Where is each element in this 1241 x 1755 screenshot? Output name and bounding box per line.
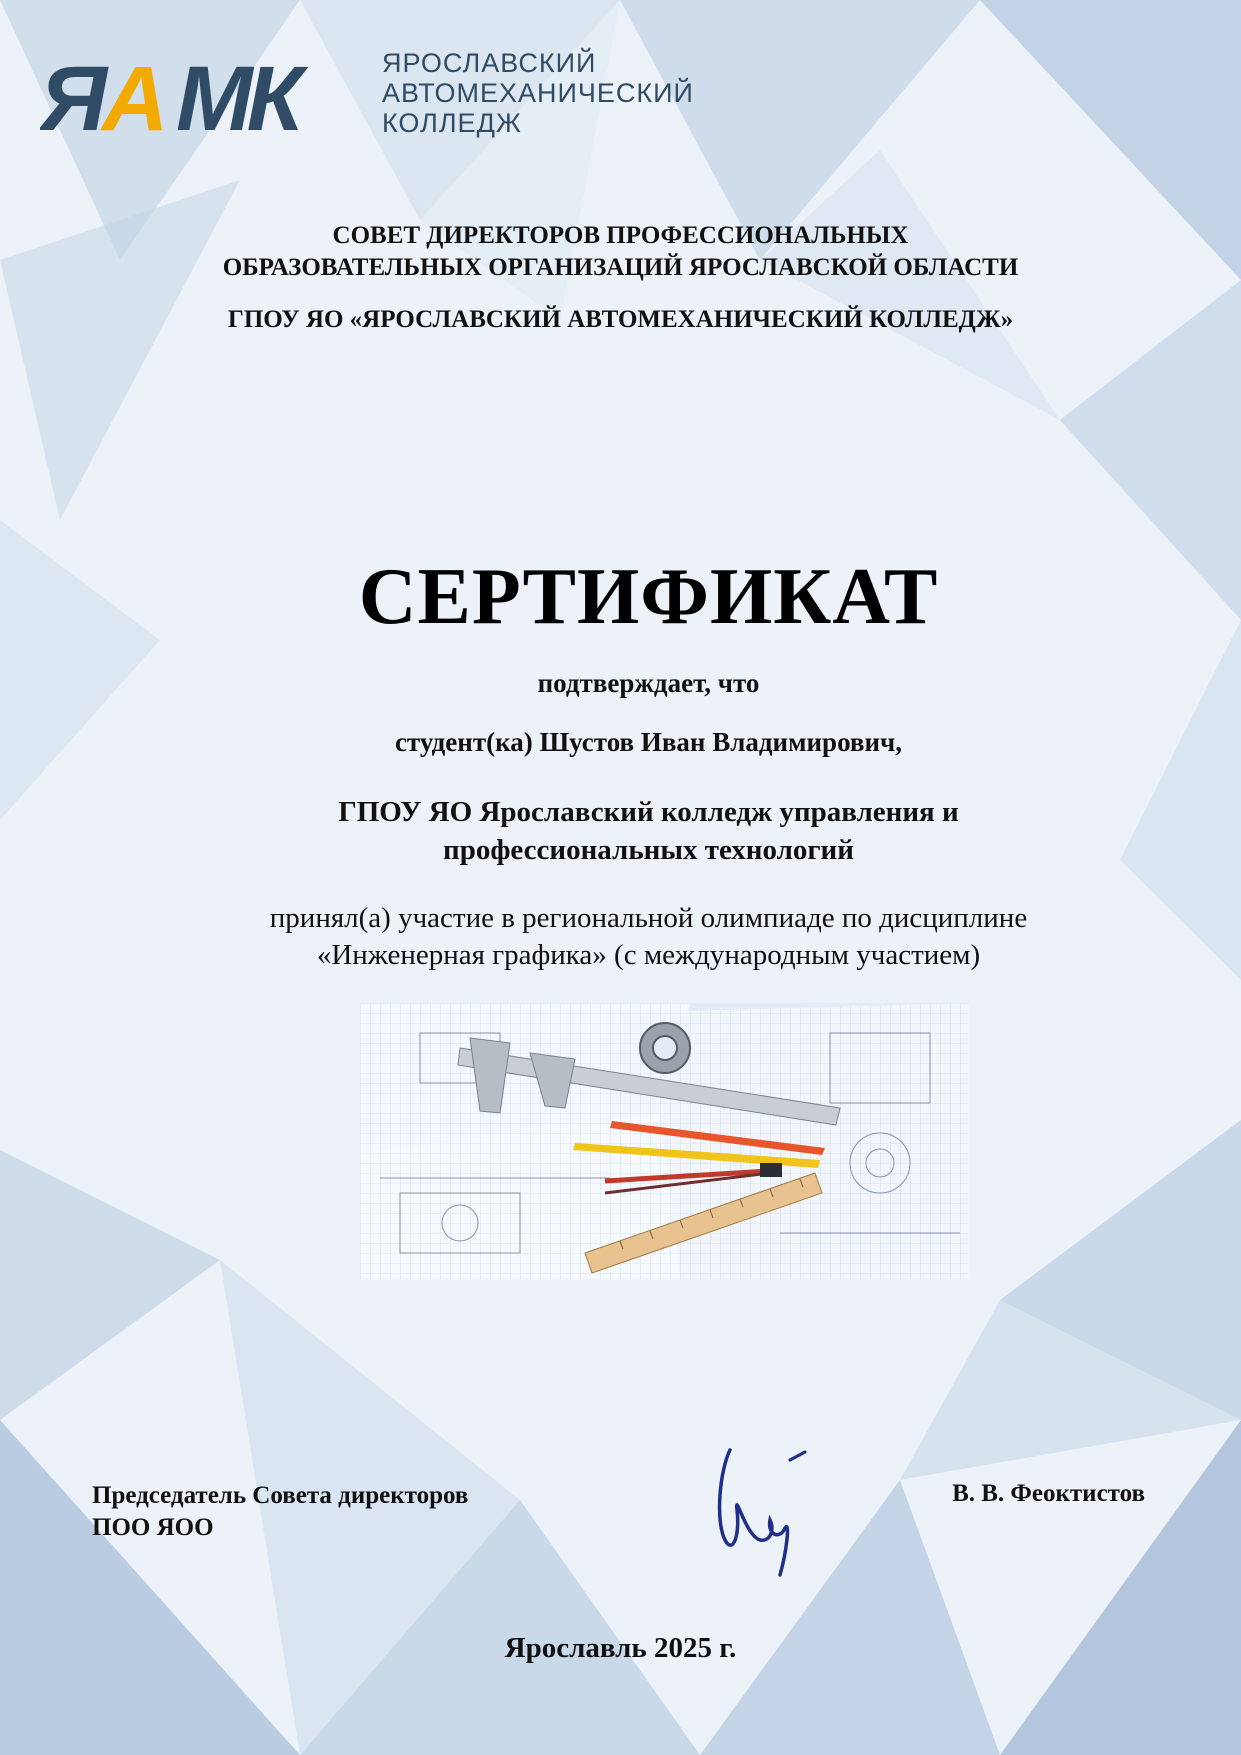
participation-text [0, 900, 1241, 974]
logo-line-3: КОЛЛЕДЖ [382, 108, 522, 138]
student-name: студент(ка) Шустов Иван Владимирович, [394, 727, 903, 757]
council-heading [0, 220, 1241, 284]
svg-text:МК: МК [176, 52, 298, 142]
chairman-name: В. В. Феоктистов [952, 1480, 1145, 1507]
institution-line-2: профессиональных технологий [443, 834, 854, 866]
college-name: ГПОУ ЯО «ЯРОСЛАВСКИЙ АВТОМЕХАНИЧЕСКИЙ КОЛЛЕДЖ» [227, 306, 1014, 333]
svg-text:Я: Я [40, 52, 102, 142]
position-line-1: Председатель Совета директоров [92, 1482, 469, 1509]
handwritten-signature [715, 1440, 825, 1580]
institution [0, 793, 1241, 869]
logo-line-1: ЯРОСЛАВСКИЙ [382, 48, 597, 78]
position-line-2: ПОО ЯОО [92, 1514, 214, 1541]
city-year: Ярославль 2025 г. [504, 1632, 737, 1664]
engineering-drawing-tools-illustration [360, 1003, 969, 1279]
chairman-position [92, 1480, 468, 1544]
svg-text:А: А [102, 52, 163, 142]
institution-line-1: ГПОУ ЯО Ярославский колледж управления и [338, 796, 959, 828]
confirms-text: подтверждает, что [537, 668, 760, 698]
council-line-2: ОБРАЗОВАТЕЛЬНЫХ ОРГАНИЗАЦИЙ ЯРОСЛАВСКОЙ ОБЛАСТИ [222, 254, 1019, 281]
participation-line-1: принял(а) участие в региональной олимпиаде по дисциплине [269, 902, 1028, 934]
council-line-1: СОВЕТ ДИРЕКТОРОВ ПРОФЕССИОНАЛЬНЫХ [332, 222, 909, 249]
certificate-title: СЕРТИФИКАТ [358, 553, 939, 641]
logo-text [382, 48, 694, 138]
logo-line-2: АВТОМЕХАНИЧЕСКИЙ [382, 78, 694, 108]
participation-line-2: «Инженерная графика» (с международным участием) [316, 939, 981, 971]
